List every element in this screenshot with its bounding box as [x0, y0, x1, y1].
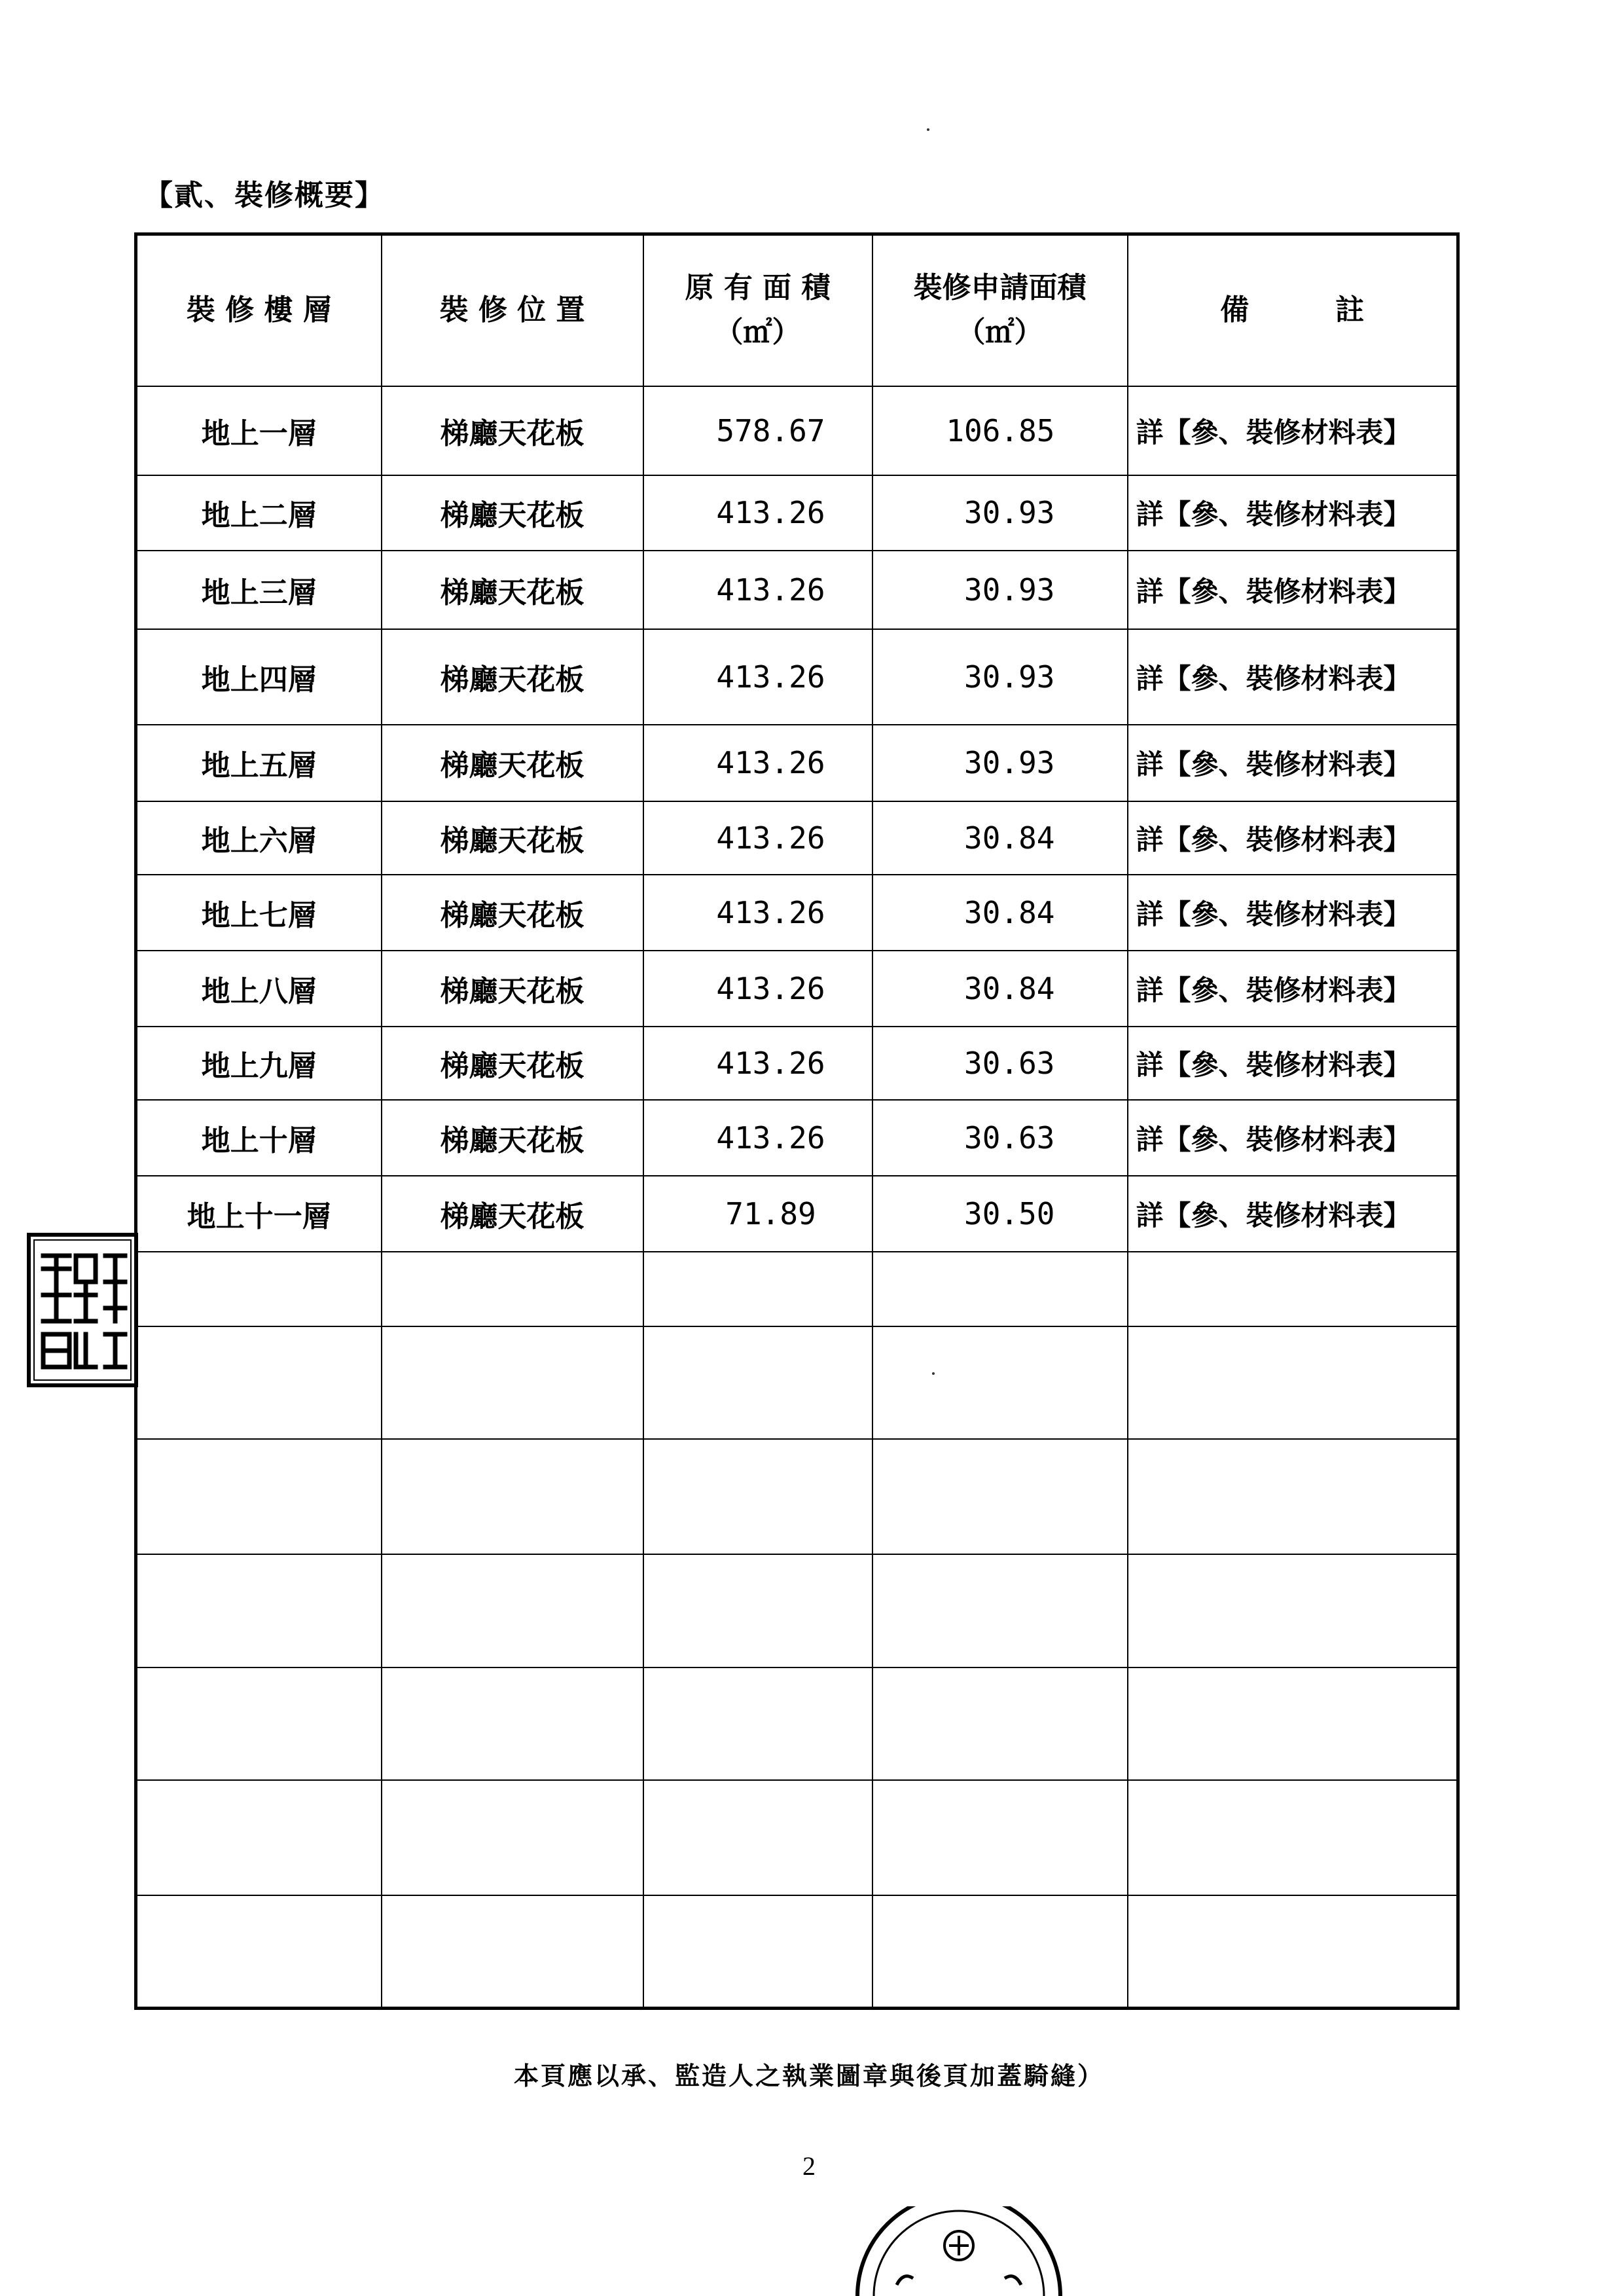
- cell-requested-area: 106.85: [872, 386, 1128, 475]
- table-row: [136, 551, 1458, 629]
- cell-location: 梯廳天花板: [382, 386, 643, 475]
- cell-original-area: 413.26: [643, 951, 872, 1027]
- cell-requested-area: 30.50: [872, 1176, 1128, 1251]
- cell-location: 梯廳天花板: [382, 951, 643, 1027]
- cell-requested-area: [872, 1252, 1128, 1326]
- cell-note: 詳【參、裝修材料表】: [1128, 475, 1458, 551]
- table-row: [136, 1667, 1458, 1780]
- cell-original-area: [643, 1667, 872, 1780]
- cell-location: 梯廳天花板: [382, 551, 643, 629]
- header-location: 裝 修 位 置: [382, 234, 643, 386]
- cell-requested-area: 30.93: [872, 475, 1128, 551]
- cell-original-area: 413.26: [643, 1100, 872, 1176]
- table-row: [136, 1252, 1458, 1326]
- header-requested-area: 裝修申請面積 （㎡）: [872, 234, 1128, 386]
- cell-requested-area: [872, 1780, 1128, 1895]
- cell-note: 詳【參、裝修材料表】: [1128, 1100, 1458, 1176]
- cell-note: 詳【參、裝修材料表】: [1128, 386, 1458, 475]
- cell-note: 詳【參、裝修材料表】: [1128, 1027, 1458, 1100]
- cell-requested-area: 30.93: [872, 629, 1128, 725]
- cell-original-area: [643, 1326, 872, 1439]
- table-row: [136, 1326, 1458, 1439]
- cell-requested-area: 30.93: [872, 551, 1128, 629]
- cell-location: [382, 1252, 643, 1326]
- cell-original-area: 413.26: [643, 801, 872, 875]
- cell-requested-area: [872, 1326, 1128, 1439]
- cell-floor: 地上四層: [136, 629, 382, 725]
- cell-original-area: [643, 1439, 872, 1554]
- table-row: [136, 1439, 1458, 1554]
- cell-note: [1128, 1326, 1458, 1439]
- cell-floor: [136, 1554, 382, 1667]
- cell-floor: 地上二層: [136, 475, 382, 551]
- cell-floor: [136, 1780, 382, 1895]
- cell-requested-area: [872, 1439, 1128, 1554]
- cell-location: [382, 1895, 643, 2008]
- table-header-row: [136, 234, 1458, 386]
- cell-location: [382, 1439, 643, 1554]
- cell-location: 梯廳天花板: [382, 801, 643, 875]
- cell-floor: [136, 1252, 382, 1326]
- cell-floor: 地上九層: [136, 1027, 382, 1100]
- cell-requested-area: 30.84: [872, 951, 1128, 1027]
- cell-note: 詳【參、裝修材料表】: [1128, 951, 1458, 1027]
- cell-floor: 地上十一層: [136, 1176, 382, 1251]
- seal-stamp-left: [24, 1230, 141, 1391]
- cell-requested-area: 30.93: [872, 725, 1128, 801]
- table-row: [136, 1895, 1458, 2008]
- cell-location: [382, 1667, 643, 1780]
- cell-requested-area: 30.63: [872, 1027, 1128, 1100]
- cell-floor: 地上八層: [136, 951, 382, 1027]
- cell-floor: [136, 1667, 382, 1780]
- cell-note: [1128, 1667, 1458, 1780]
- cell-original-area: 413.26: [643, 875, 872, 951]
- cell-floor: [136, 1895, 382, 2008]
- footer-note: 本頁應以承、監造人之執業圖章與後頁加蓋騎縫）: [513, 2061, 1104, 2090]
- cell-floor: [136, 1439, 382, 1554]
- cell-requested-area: [872, 1895, 1128, 2008]
- table-row: [136, 951, 1458, 1027]
- cell-floor: [136, 1326, 382, 1439]
- table-row: [136, 725, 1458, 801]
- cell-requested-area: 30.63: [872, 1100, 1128, 1176]
- cell-note: 詳【參、裝修材料表】: [1128, 1176, 1458, 1251]
- cell-original-area: 578.67: [643, 386, 872, 475]
- scan-speck: [932, 1372, 935, 1375]
- table-row: [136, 475, 1458, 551]
- cell-note: [1128, 1252, 1458, 1326]
- header-original-area: 原 有 面 積 （㎡）: [643, 234, 872, 386]
- cell-note: 詳【參、裝修材料表】: [1128, 801, 1458, 875]
- seal-stamp-bottom: [851, 2206, 1067, 2296]
- cell-location: 梯廳天花板: [382, 1176, 643, 1251]
- cell-requested-area: 30.84: [872, 875, 1128, 951]
- table-body: [136, 386, 1458, 2009]
- cell-location: [382, 1326, 643, 1439]
- table-row: [136, 1780, 1458, 1895]
- cell-note: 詳【參、裝修材料表】: [1128, 629, 1458, 725]
- cell-requested-area: 30.84: [872, 801, 1128, 875]
- cell-location: 梯廳天花板: [382, 1100, 643, 1176]
- table-row: [136, 1554, 1458, 1667]
- cell-requested-area: [872, 1554, 1128, 1667]
- cell-note: [1128, 1780, 1458, 1895]
- cell-original-area: [643, 1252, 872, 1326]
- scan-speck: [927, 128, 929, 131]
- cell-location: 梯廳天花板: [382, 1027, 643, 1100]
- cell-note: 詳【參、裝修材料表】: [1128, 551, 1458, 629]
- cell-floor: 地上七層: [136, 875, 382, 951]
- cell-location: [382, 1554, 643, 1667]
- cell-location: 梯廳天花板: [382, 725, 643, 801]
- renovation-summary-table: [134, 232, 1460, 2010]
- page-number: 2: [802, 2151, 816, 2181]
- table-row: [136, 1027, 1458, 1100]
- cell-original-area: 413.26: [643, 629, 872, 725]
- header-note: 備 註: [1128, 234, 1458, 386]
- cell-note: 詳【參、裝修材料表】: [1128, 725, 1458, 801]
- cell-note: [1128, 1554, 1458, 1667]
- table-row: [136, 875, 1458, 951]
- cell-floor: 地上一層: [136, 386, 382, 475]
- cell-original-area: [643, 1554, 872, 1667]
- table-row: [136, 801, 1458, 875]
- cell-original-area: 413.26: [643, 725, 872, 801]
- cell-original-area: 413.26: [643, 475, 872, 551]
- cell-location: 梯廳天花板: [382, 629, 643, 725]
- table-row: [136, 1176, 1458, 1251]
- cell-original-area: [643, 1895, 872, 2008]
- table-row: [136, 629, 1458, 725]
- section-title: 【貳、裝修概要】: [144, 179, 385, 212]
- cell-floor: 地上六層: [136, 801, 382, 875]
- cell-location: [382, 1780, 643, 1895]
- cell-original-area: 413.26: [643, 551, 872, 629]
- cell-floor: 地上三層: [136, 551, 382, 629]
- cell-floor: 地上十層: [136, 1100, 382, 1176]
- cell-original-area: 413.26: [643, 1027, 872, 1100]
- cell-location: 梯廳天花板: [382, 875, 643, 951]
- cell-original-area: 71.89: [643, 1176, 872, 1251]
- cell-note: [1128, 1895, 1458, 2008]
- cell-note: 詳【參、裝修材料表】: [1128, 875, 1458, 951]
- cell-note: [1128, 1439, 1458, 1554]
- table-row: [136, 1100, 1458, 1176]
- cell-original-area: [643, 1780, 872, 1895]
- cell-requested-area: [872, 1667, 1128, 1780]
- header-floor: 裝 修 樓 層: [136, 234, 382, 386]
- table-row: [136, 386, 1458, 475]
- renovation-summary-table-container: [134, 232, 1456, 2010]
- cell-location: 梯廳天花板: [382, 475, 643, 551]
- cell-floor: 地上五層: [136, 725, 382, 801]
